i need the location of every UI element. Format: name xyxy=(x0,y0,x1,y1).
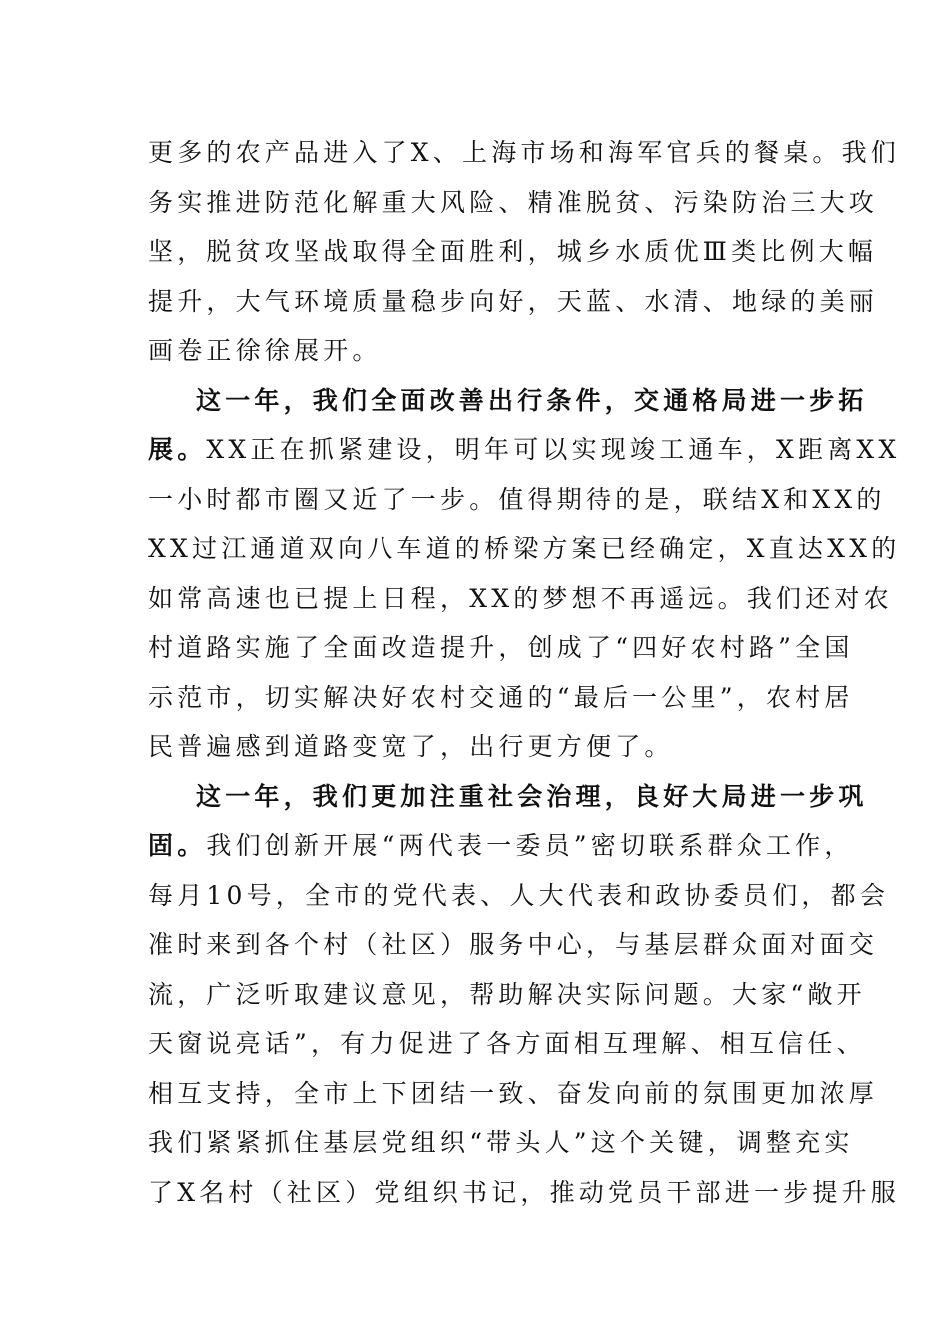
text-line: 村道路实施了全面改造提升，创成了“四好农村路”全国 xyxy=(148,633,854,662)
text-line: XX过江通道双向八车道的桥梁方案已经确定，X直达XX的 xyxy=(148,534,901,563)
text-line: 流，广泛听取建议意见，帮助解决实际问题。大家“敞开 xyxy=(148,980,866,1009)
text-line: 我们紧紧抓住基层党组织“带头人”这个关键，调整充实 xyxy=(148,1128,854,1157)
text-line: 更多的农产品进入了X、上海市场和海军官兵的餐桌。我们 xyxy=(148,138,901,167)
text-line: 准时来到各个村（社区）服务中心，与基层群众面对面交 xyxy=(148,930,879,959)
text-line: 提升，大气环境质量稳步向好，天蓝、水清、地绿的美丽 xyxy=(148,287,879,316)
paragraph-heading-end: 展。 xyxy=(148,435,207,464)
text-line xyxy=(148,430,901,470)
text-line: 每月10号，全市的党代表、人大代表和政协委员们，都会 xyxy=(148,881,890,910)
paragraph-heading: 这一年，我们更加注重社会治理，良好大局进一步巩 xyxy=(196,782,868,811)
paragraph-heading: 这一年，我们全面改善出行条件，交通格局进一步拓 xyxy=(196,386,868,415)
text-line: 画卷正徐徐展开。 xyxy=(148,336,382,365)
text-line: 天窗说亮话”，有力促进了各方面相互理解、相互信任、 xyxy=(148,1029,866,1058)
text-line xyxy=(148,826,854,866)
text-line: 示范市，切实解决好农村交通的“最后一公里”，农村居 xyxy=(148,683,854,712)
text-line: 了X名村（社区）党组织书记，推动党员干部进一步提升服 xyxy=(148,1178,901,1207)
text-line: 民普遍感到道路变宽了，出行更方便了。 xyxy=(148,732,674,761)
text-line: 相互支持，全市上下团结一致、奋发向前的氛围更加浓厚 xyxy=(148,1079,879,1108)
paragraph-heading-end: 固。 xyxy=(148,831,207,860)
text-line: 务实推进防范化解重大风险、精准脱贫、污染防治三大攻 xyxy=(148,188,879,217)
text-span: XX正在抓紧建设，明年可以实现竣工通车，X距离XX xyxy=(206,435,901,464)
text-line: 如常高速也已提上日程，XX的梦想不再遥远。我们还对农 xyxy=(148,584,893,613)
text-span: 我们创新开展“两代表一委员”密切联系群众工作， xyxy=(206,831,854,860)
text-line: 坚，脱贫攻坚战取得全面胜利，城乡水质优Ⅲ类比例大幅 xyxy=(148,237,878,266)
text-line: 一小时都市圈又近了一步。值得期待的是，联结X和XX的 xyxy=(148,485,886,514)
